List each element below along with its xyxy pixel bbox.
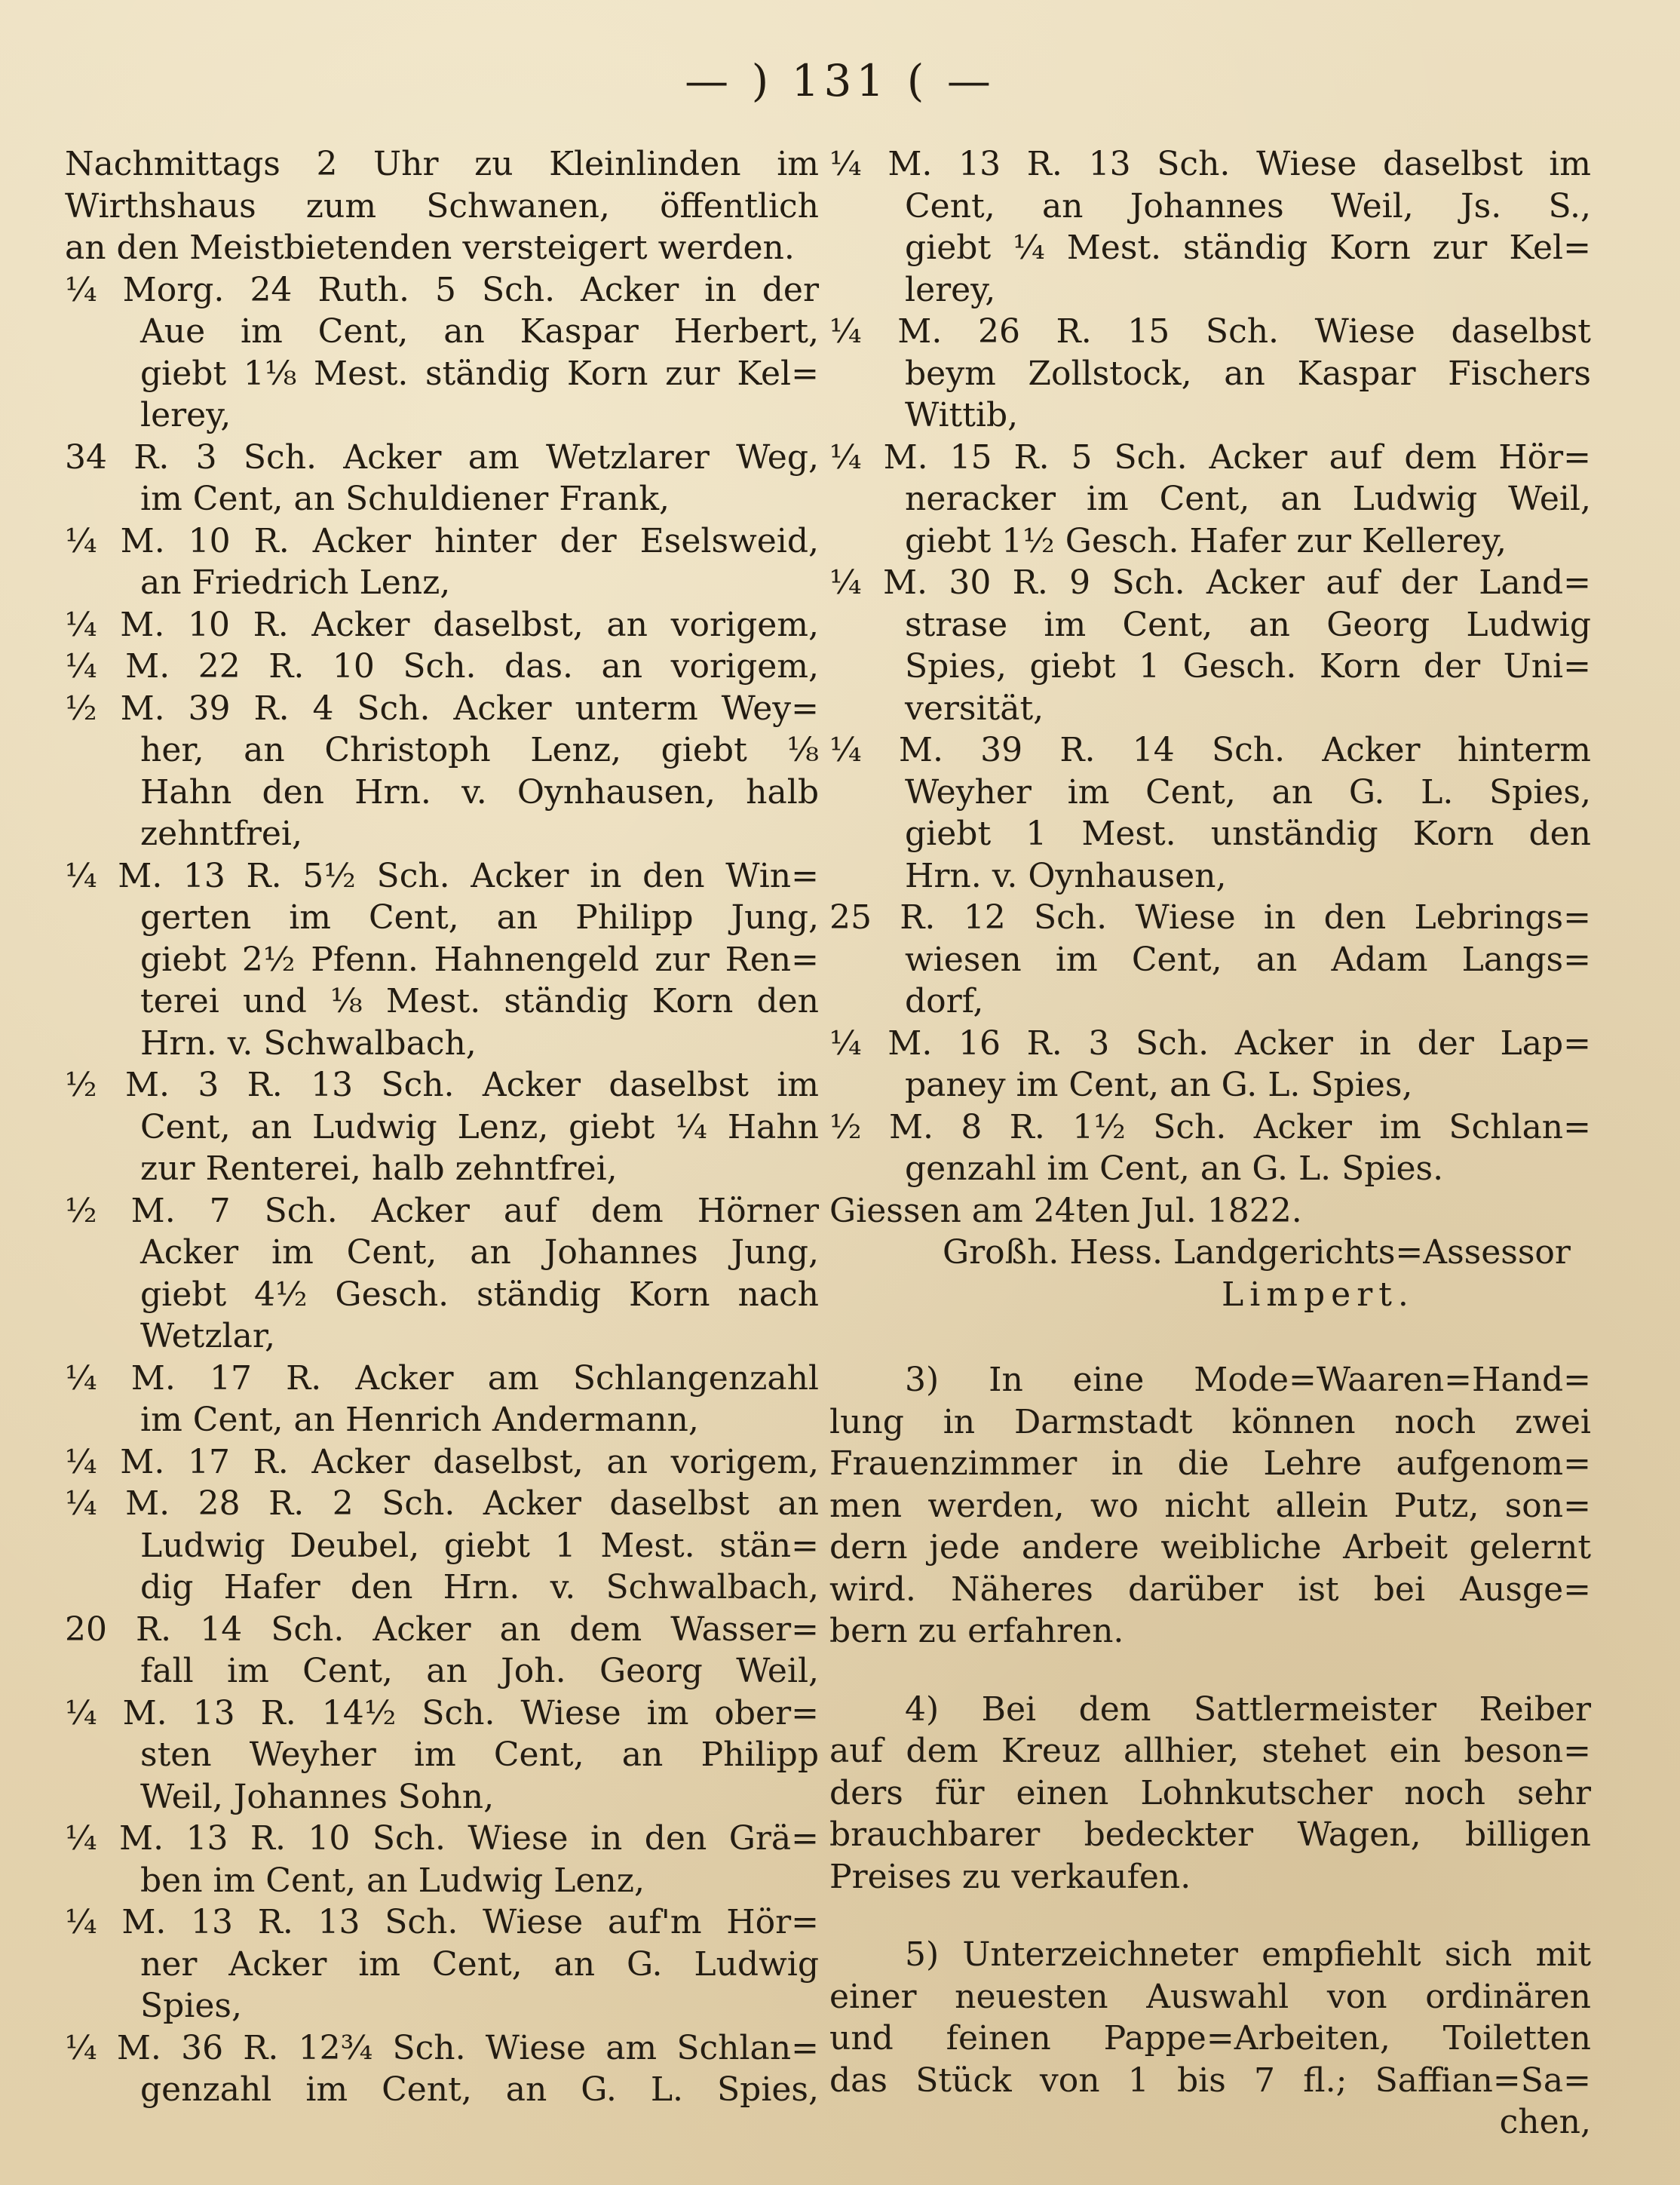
text-line: an den Meistbietenden versteigert werden.	[65, 229, 795, 267]
text-line: ¼ M. 17 R. Acker daselbst, an vorigem,	[65, 1442, 819, 1481]
text-line: chen,	[1499, 2103, 1591, 2141]
text-line: ¼ M. 26 R. 15 Sch. Wiese daselbst	[829, 312, 1591, 351]
text-line: 5) Unterzeichneter empfiehlt sich mit	[905, 1935, 1591, 1974]
text-line: 25 R. 12 Sch. Wiese in den Lebrings=	[829, 898, 1591, 937]
text-line: Wirthshaus zum Schwanen, öffentlich	[65, 186, 819, 226]
text-line: lerey,	[140, 396, 231, 434]
notice-5	[829, 1934, 1591, 2144]
text-line: ¼ M. 15 R. 5 Sch. Acker auf dem Hör=	[829, 437, 1591, 477]
text-line: ¼ M. 30 R. 9 Sch. Acker auf der Land=	[829, 563, 1591, 602]
text-line: Hahn den Hrn. v. Oynhausen, halb	[140, 772, 819, 812]
text-line: ¼ M. 17 R. Acker am Schlangenzahl	[65, 1358, 819, 1398]
text-line: im Cent, an Schuldiener Frank,	[140, 480, 670, 518]
text-line: ner Acker im Cent, an G. Ludwig	[140, 1944, 819, 1984]
text-line: ½ M. 39 R. 4 Sch. Acker unterm Wey=	[65, 689, 819, 728]
text-line: Hrn. v. Oynhausen,	[905, 856, 1227, 895]
text-line: ¼ M. 28 R. 2 Sch. Acker daselbst an	[65, 1484, 819, 1523]
text-line: giebt ¼ Mest. ständig Korn zur Kel=	[905, 229, 1591, 267]
spacer	[829, 1315, 1591, 1359]
text-line: Spies, giebt 1 Gesch. Korn der Uni=	[905, 647, 1591, 686]
text-line: ¼ M. 13 R. 10 Sch. Wiese in den Grä=	[65, 1819, 819, 1858]
text-line: ¼ M. 36 R. 12¾ Sch. Wiese am Schlan=	[65, 2028, 819, 2067]
text-line: Cent, an Ludwig Lenz, giebt ¼ Hahn	[140, 1107, 819, 1146]
text-line: ½ M. 8 R. 1½ Sch. Acker im Schlan=	[829, 1107, 1591, 1146]
signature-office: Großh. Hess. Landgerichts=Assessor	[943, 1233, 1571, 1272]
text-line: gerten im Cent, an Philipp Jung,	[140, 898, 819, 937]
spacer	[829, 1653, 1591, 1689]
text-line: men werden, wo nicht allein Putz, son=	[829, 1486, 1591, 1525]
text-line: 3) In eine Mode=Waaren=Hand=	[905, 1361, 1591, 1399]
text-line: Wittib,	[905, 396, 1019, 434]
text-line: Ludwig Deubel, giebt 1 Mest. stän=	[140, 1526, 819, 1565]
text-line: giebt 1 Mest. unständig Korn den	[905, 815, 1591, 853]
text-line: wiesen im Cent, an Adam Langs=	[905, 940, 1591, 979]
left-column	[65, 143, 819, 2111]
text-line: ½ M. 3 R. 13 Sch. Acker daselbst im	[65, 1066, 819, 1104]
text-line: brauchbarer bedeckter Wagen, billigen	[829, 1815, 1591, 1854]
text-line: an Friedrich Lenz,	[140, 563, 451, 602]
text-line: ¼ M. 22 R. 10 Sch. das. an vorigem,	[65, 647, 819, 686]
notice-3	[829, 1359, 1591, 1653]
text-line: das Stück von 1 bis 7 fl.; Saffian=Sa=	[829, 2061, 1591, 2100]
text-line: Weil, Johannes Sohn,	[140, 1777, 495, 1816]
right-column-entries	[829, 143, 1591, 1190]
text-line: neracker im Cent, an Ludwig Weil,	[905, 480, 1591, 518]
text-line: giebt 1½ Gesch. Hafer zur Kellerey,	[905, 521, 1507, 560]
text-line: Cent, an Johannes Weil, Js. S.,	[905, 186, 1591, 226]
text-line: ¼ M. 13 R. 14½ Sch. Wiese im ober=	[65, 1693, 819, 1732]
text-line: einer neuesten Auswahl von ordinären	[829, 1977, 1591, 2016]
text-line: Preises zu verkaufen.	[829, 1857, 1191, 1896]
text-line: ¼ M. 10 R. Acker daselbst, an vorigem,	[65, 605, 819, 644]
text-line: ¼ M. 16 R. 3 Sch. Acker in der Lap=	[829, 1023, 1591, 1063]
text-line: bern zu erfahren.	[829, 1612, 1124, 1650]
text-line: Hrn. v. Schwalbach,	[140, 1023, 477, 1063]
text-line: 20 R. 14 Sch. Acker an dem Wasser=	[65, 1610, 819, 1649]
text-line: ¼ M. 13 R. 13 Sch. Wiese auf'm Hör=	[65, 1903, 819, 1941]
text-line: giebt 2½ Pfenn. Hahnengeld zur Ren=	[140, 940, 819, 979]
text-line: genzahl im Cent, an G. L. Spies,	[140, 2070, 819, 2109]
text-line: Spies,	[140, 1987, 242, 2025]
text-line: zehntfrei,	[140, 815, 302, 853]
text-line: ben im Cent, an Ludwig Lenz,	[140, 1861, 645, 1900]
text-line: 4) Bei dem Sattlermeister Reiber	[905, 1689, 1591, 1729]
text-line: her, an Christoph Lenz, giebt ⅛	[140, 731, 819, 769]
text-line: dorf,	[905, 982, 984, 1020]
text-line: Frauenzimmer in die Lehre aufgenom=	[829, 1444, 1591, 1483]
text-line: ders für einen Lohnkutscher noch sehr	[829, 1773, 1591, 1812]
text-line: 34 R. 3 Sch. Acker am Wetzlarer Weg,	[65, 437, 819, 477]
dateline: Giessen am 24ten Jul. 1822.	[829, 1191, 1302, 1230]
text-line: lerey,	[905, 270, 996, 309]
page-number-header: — ) 131 ( —	[685, 55, 995, 106]
text-line: dern jede andere weibliche Arbeit gelernt	[829, 1528, 1591, 1567]
text-line: paney im Cent, an G. L. Spies,	[905, 1066, 1413, 1104]
text-line: fall im Cent, an Joh. Georg Weil,	[140, 1652, 819, 1690]
text-line: giebt 1⅛ Mest. ständig Korn zur Kel=	[140, 354, 819, 393]
text-line: ¼ Morg. 24 Ruth. 5 Sch. Acker in der	[65, 270, 819, 309]
text-line: strase im Cent, an Georg Ludwig	[905, 605, 1591, 644]
text-line: beym Zollstock, an Kaspar Fischers	[905, 354, 1591, 393]
text-line: terei und ⅛ Mest. ständig Korn den	[140, 982, 819, 1020]
text-line: ¼ M. 39 R. 14 Sch. Acker hinterm	[829, 731, 1591, 769]
text-line: zur Renterei, halb zehntfrei,	[140, 1149, 618, 1188]
text-line: dig Hafer den Hrn. v. Schwalbach,	[140, 1568, 819, 1607]
text-line: auf dem Kreuz allhier, stehet ein beson=	[829, 1732, 1591, 1770]
notice-4	[829, 1689, 1591, 1898]
text-line: ¼ M. 13 R. 13 Sch. Wiese daselbst im	[829, 145, 1591, 183]
text-line: ¼ M. 10 R. Acker hinter der Eselsweid,	[65, 521, 819, 560]
text-line: Weyher im Cent, an G. L. Spies,	[905, 772, 1591, 812]
text-line: sten Weyher im Cent, an Philipp	[140, 1735, 819, 1774]
text-line: lung in Darmstadt können noch zwei	[829, 1402, 1591, 1441]
text-line: Nachmittags 2 Uhr zu Kleinlinden im	[65, 145, 819, 183]
text-line: und feinen Pappe=Arbeiten, Toiletten	[829, 2019, 1591, 2058]
text-line: Wetzlar,	[140, 1317, 276, 1355]
text-line: ½ M. 7 Sch. Acker auf dem Hörner	[65, 1191, 819, 1230]
text-line: genzahl im Cent, an G. L. Spies.	[905, 1149, 1444, 1188]
spacer	[829, 1898, 1591, 1934]
text-line: ¼ M. 13 R. 5½ Sch. Acker in den Win=	[65, 856, 819, 895]
signature-name: Limpert.	[1222, 1275, 1415, 1314]
text-line: giebt 4½ Gesch. ständig Korn nach	[140, 1275, 819, 1314]
text-line: versität,	[905, 689, 1044, 728]
right-column	[829, 143, 1591, 2144]
text-line: wird. Näheres darüber ist bei Ausge=	[829, 1570, 1591, 1609]
text-line: im Cent, an Henrich Andermann,	[140, 1401, 699, 1439]
text-line: Aue im Cent, an Kaspar Herbert,	[140, 312, 819, 351]
text-line: Acker im Cent, an Johannes Jung,	[140, 1233, 819, 1272]
